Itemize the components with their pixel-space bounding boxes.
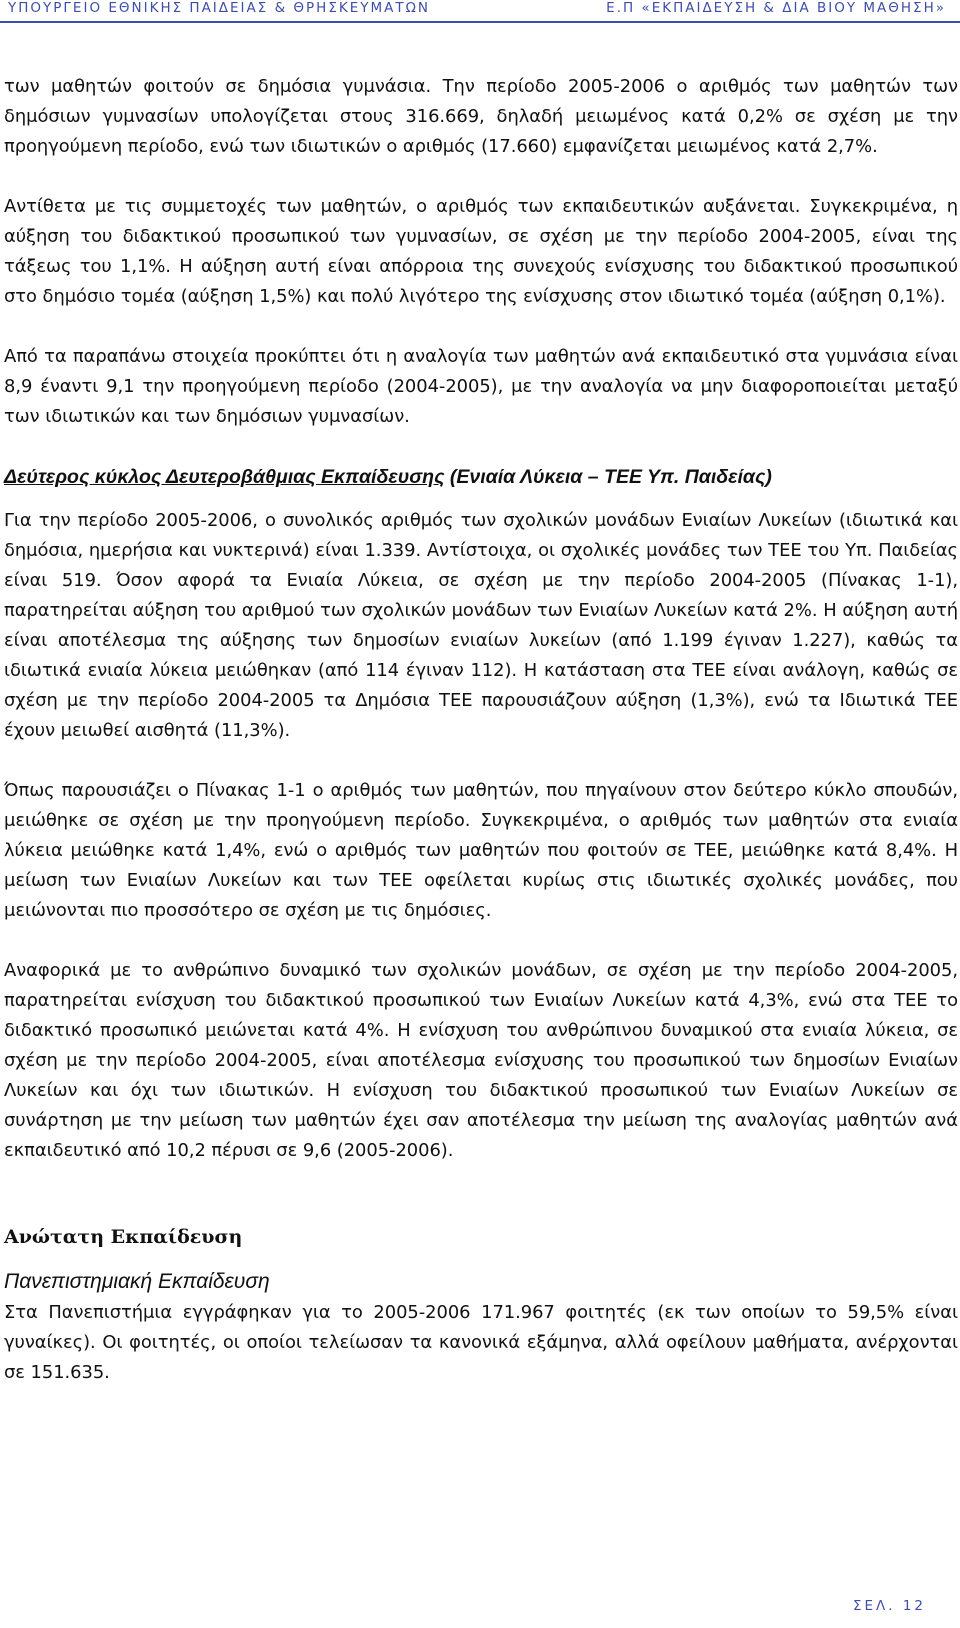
paragraph-teachers: Αντίθετα με τις συμμετοχές των μαθητών, ο αριθμός των εκπαιδευτικών αυξάνεται. Συγκεκριμένα, η αύξηση του διδακτικού προσωπικού των γυμνασίων, σε σχέση με την περίοδο 2004-2005, είναι της τάξεως του 1,1%. Η αύξηση αυτή είναι απόρροια της συνεχούς ενίσχυσης του διδακτικού προσωπικού στο δημόσιο τομέα (αύξηση 1,5%) και πολύ λιγότερο της ενίσχυσης στον ιδιωτικό τομέα (αύξηση 0,1%). — [4, 196, 958, 307]
header-ministry: ΥΠΟΥΡΓΕΙΟ ΕΘΝΙΚΗΣ ΠΑΙΔΕΙΑΣ & ΘΡΗΣΚΕΥΜΑΤΩΝ — [8, 0, 431, 16]
paragraph-students-second-cycle: Όπως παρουσιάζει ο Πίνακας 1-1 ο αριθμός των μαθητών, που πηγαίνουν στον δεύτερο κύκλο σπουδών, μειώθηκε σε σχέση με την προηγούμενη περίοδο. Συγκεκριμένα, ο αριθμός των μαθητών στα ενιαία λύκεια μειώθηκε κατά 1,4%, ενώ ο αριθμός των μαθητών που φοιτούν σε ΤΕΕ, μειώθηκε κατά 8,4%. Η μείωση των Ενιαίων Λυκείων και των ΤΕΕ οφείλεται κυρίως στις ιδιωτικές σχολικές μονάδες, που μειώνονται πιο προσσότερο σε σχέση με τις δημόσιες. — [4, 780, 958, 921]
page-header — [0, 0, 960, 22]
heading-university-education: Πανεπιστημιακή Εκπαίδευση — [4, 1270, 270, 1293]
paragraph-human-resources: Αναφορικά με το ανθρώπινο δυναμικό των σχολικών μονάδων, σε σχέση με την περίοδο 2004-2005, παρατηρείται ενίσχυση του διδακτικού προσωπικού των Ενιαίων Λυκείων κατά 4,3%, ενώ στα ΤΕΕ το διδακτικό προσωπικό μειώνεται κατά 4%. Η ενίσχυση του ανθρώπινου δυναμικού στα ενιαία λύκεια, σε σχέση με την περίοδο 2004-2005, είναι αποτέλεσμα ενίσχυσης του προσωπικού των δημοσίων Ενιαίων Λυκείων και όχι των ιδιωτικών. Η ενίσχυση του διδακτικού προσωπικού των Ενιαίων Λυκείων σε συνάρτηση με την μείωση των μαθητών έχει σαν αποτέλεσμα την μείωση της αναλογίας μαθητών ανά εκπαιδευτικό από 10,2 πέρυσι σε 9,6 (2005-2006). — [4, 960, 958, 1161]
heading-second-cycle-underlined: Δεύτερος κύκλος Δευτεροβάθμιας Εκπαίδευσης — [4, 466, 445, 488]
document-body — [4, 72, 958, 1388]
paragraph-ratio: Από τα παραπάνω στοιχεία προκύπτει ότι η αναλογία των μαθητών ανά εκπαιδευτικό στα γυμνάσια είναι 8,9 έναντι 9,1 την προηγούμενη περίοδο (2004-2005), με την αναλογία να μην διαφοροποιείται μεταξύ των ιδιωτικών και των δημόσιων γυμνασίων. — [4, 346, 958, 427]
paragraph-gymnasium-students: των μαθητών φοιτούν σε δημόσια γυμνάσια. Την περίοδο 2005-2006 ο αριθμός των μαθητών των δημόσιων γυμνασίων υπολογίζεται στους 316.669, δηλαδή μειωμένος κατά 0,2% σε σχέση με την προηγούμενη περίοδο, ενώ των ιδιωτικών ο αριθμός (17.660) εμφανίζεται μειωμένος κατά 2,7%. — [4, 76, 958, 157]
heading-higher-education: Ανώτατη Εκπαίδευση — [4, 1226, 243, 1248]
page-number: ΣΕΛ. 12 — [852, 1598, 926, 1614]
paragraph-school-units: Για την περίοδο 2005-2006, ο συνολικός αριθμός των σχολικών μονάδων Ενιαίων Λυκείων (ιδιωτικά και δημόσια, ημερήσια και νυκτερινά) είναι 1.339. Αντίστοιχα, οι σχολικές μονάδες των ΤΕΕ του Υπ. Παιδείας είναι 519. Όσον αφορά τα Ενιαία Λύκεια, σε σχέση με την περίοδο 2004-2005 (Πίνακας 1-1), παρατηρείται αύξηση του αριθμού των σχολικών μονάδων των Ενιαίων Λυκείων κατά 2%. Η αύξηση αυτή είναι αποτέλεσμα της αύξησης των δημοσίων ενιαίων λυκείων (από 1.199 έγιναν 1.227), καθώς τα ιδιωτικά ενιαία λύκεια μειώθηκαν (από 114 έγιναν 112). Η κατάσταση στα ΤΕΕ είναι ανάλογη, καθώς σε σχέση με την περίοδο 2004-2005 τα Δημόσια ΤΕΕ παρουσιάζουν αύξηση (1,3%), ενώ τα Ιδιωτικά ΤΕΕ έχουν μειωθεί αισθητά (11,3%). — [4, 510, 958, 741]
heading-second-cycle-rest: (Ενιαία Λύκεια – ΤΕΕ Υπ. Παιδείας) — [444, 466, 772, 488]
header-rule — [0, 21, 960, 23]
paragraph-university-students: Στα Πανεπιστήμια εγγράφηκαν για το 2005-2006 171.967 φοιτητές (εκ των οποίων το 59,5% είναι γυναίκες). Οι φοιτητές, οι οποίοι τελείωσαν τα κανονικά εξάμηνα, αλλά οφείλουν μαθήματα, ανέρχονται σε 151.635. — [4, 1302, 958, 1383]
heading-second-cycle — [4, 462, 958, 492]
header-program: Ε.Π «ΕΚΠΑΙΔΕΥΣΗ & ΔΙΑ ΒΙΟΥ ΜΑΘΗΣΗ» — [606, 0, 946, 16]
